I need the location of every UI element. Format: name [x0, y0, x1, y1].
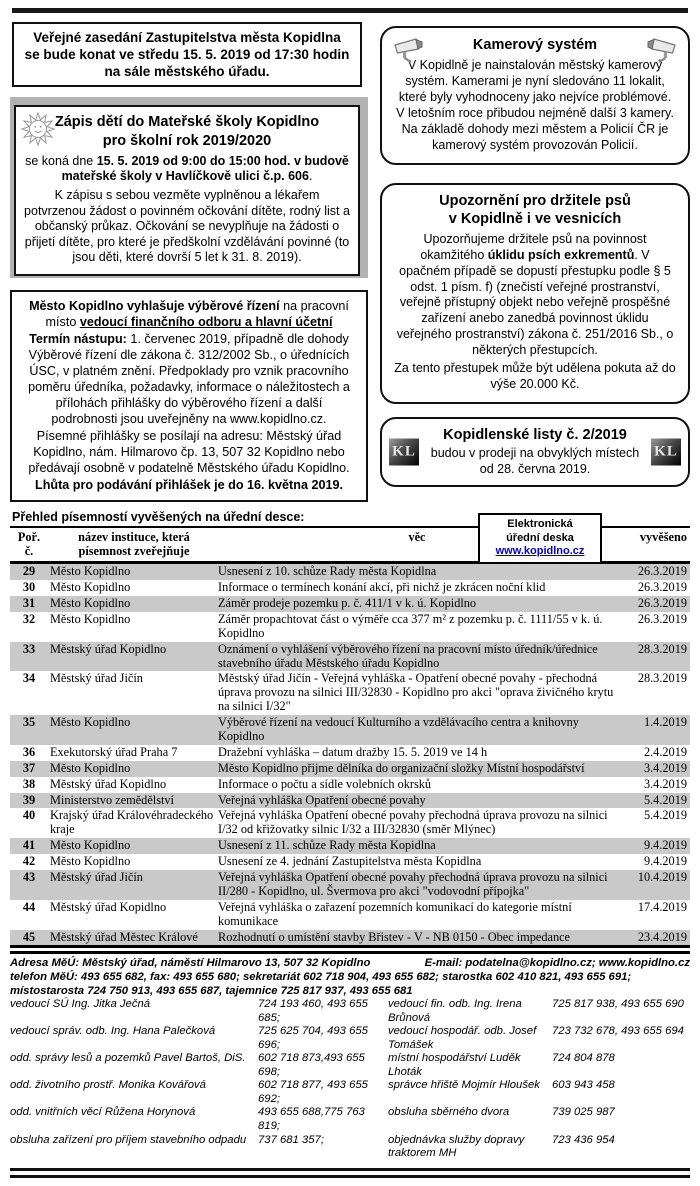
footer-contact-cell: 737 681 357; — [258, 1133, 324, 1146]
row-number: 33 — [22, 641, 36, 656]
footer-contact-cell: obsluha zařízení pro příjem stavebního odpadu — [10, 1133, 247, 1146]
footer-contact-cell: vedoucí správ. odb. Ing. Hana Palečková — [10, 1025, 216, 1038]
footer-contact-cell: odd. správy lesů a pozemků Pavel Bartoš, DiS. — [10, 1052, 246, 1065]
row-number: 39 — [22, 792, 36, 807]
column-header-number — [10, 530, 48, 558]
footer-contact-cell: správce hřiště Mojmír Hloušek — [388, 1079, 540, 1092]
newsletter-sale-title: Kopidlenské listy č. 2/2019 — [443, 426, 627, 443]
footer-divider — [10, 951, 690, 954]
job-vacancy-paragraph-3: Písemné přihlášky se posílají na adresu: Městský úřad Kopidlno, nám. Hilmarovo čp. 13, 507 32 Kopidlno nebo předávají osobně v podatelně Městského úřadu Kopidlno. — [28, 428, 350, 475]
cctv-camera-icon — [392, 36, 426, 68]
row-institution: Exekutorský úřad Praha 7 — [50, 744, 178, 759]
electronic-board-line2: úřední deska — [506, 531, 574, 544]
footer-address: Adresa MěÚ: Městský úřad, náměstí Hilmarovo 13, 507 32 Kopidlno — [10, 957, 371, 970]
row-number: 43 — [22, 869, 36, 884]
content-columns — [10, 22, 690, 502]
bottom-divider-line2 — [10, 1175, 690, 1178]
table-row — [10, 870, 690, 900]
row-institution: Městský úřad Kopidlno — [50, 776, 167, 791]
cctv-camera-icon — [644, 36, 678, 68]
row-date: 9.4.2019 — [643, 838, 687, 853]
table-row — [10, 808, 690, 838]
row-subject: Dražební vyhláška – datum dražby 15. 5. 2019 ve 14 h — [218, 744, 488, 759]
electronic-board-line1: Elektronická — [507, 517, 573, 530]
row-date: 26.3.2019 — [637, 595, 687, 610]
row-number: 34 — [22, 671, 36, 686]
job-vacancy-box — [10, 290, 368, 502]
row-date: 26.3.2019 — [637, 611, 687, 626]
row-institution: Městský úřad Městec Králové — [50, 929, 198, 944]
row-number: 40 — [22, 808, 36, 823]
row-institution: Městský úřad Jičín — [50, 671, 143, 686]
row-number: 32 — [22, 611, 36, 626]
dog-owners-paragraph-2: Za tento přestupek může být udělena pokuta až do výše 20.000 Kč. — [394, 360, 676, 391]
footer-contact-cell: 739 025 987 — [552, 1106, 615, 1119]
meeting-notice-text: Veřejné zasedání Zastupitelstva města Kopidlna se bude konat ve středu 15. 5. 2019 od 17:30 hodin na sále městského úřadu. — [24, 30, 350, 79]
row-institution: Město Kopidlno — [50, 838, 131, 853]
row-date: 9.4.2019 — [643, 854, 687, 869]
row-date: 3.4.2019 — [643, 760, 687, 775]
footer-contact-cell: odd. vnitřních věcí Růžena Horynová — [10, 1106, 196, 1119]
row-number: 44 — [22, 899, 36, 914]
row-date: 28.3.2019 — [637, 671, 687, 686]
row-institution: Město Kopidlno — [50, 564, 131, 579]
kl-logo-icon: KL — [651, 438, 681, 465]
dog-owners-box — [380, 183, 690, 404]
row-number: 42 — [22, 854, 36, 869]
footer-contact-cell: 723 732 678, 493 655 694 — [552, 1025, 684, 1038]
notice-board-section — [10, 510, 690, 949]
row-institution: Město Kopidlno — [50, 611, 131, 626]
column-header-institution-line1: název instituce, která — [78, 529, 190, 544]
job-vacancy-paragraph-1: Město Kopidlno vyhlašuje výběrové řízení na pracovní místo vedoucí finančního odboru a hlavní účetní — [29, 299, 349, 330]
row-subject: Informace o počtu a sídle volebních okrsků — [218, 776, 432, 791]
camera-system-box — [380, 26, 690, 165]
row-number: 41 — [22, 838, 36, 853]
dog-owners-title-line2: v Kopidlně i ve vesnicích — [448, 210, 622, 227]
table-row — [10, 745, 690, 761]
row-number: 36 — [22, 744, 36, 759]
footer-contact-cell: 725 817 938, 493 655 690 — [552, 998, 684, 1011]
table-row — [10, 777, 690, 793]
kindergarten-box-shadow — [10, 97, 368, 278]
footer-contact-cell: 723 436 954 — [552, 1133, 615, 1146]
row-date: 23.4.2019 — [637, 929, 687, 944]
footer-contact-cell: 724 193 460, 493 655 685; — [258, 998, 368, 1024]
bottom-divider — [10, 1168, 690, 1178]
row-subject: Městský úřad Jičín - Veřejná vyhláška - Opatření obecné povahy - přechodná úprava provozu na silnici III/32830 - Kopidlno pro akci "oprava živičného krytu na silnici I/32" — [218, 671, 614, 714]
footer-contact-cell: odd. životního prostř. Monika Kovářová — [10, 1079, 206, 1092]
row-date: 17.4.2019 — [637, 899, 687, 914]
row-subject: Informace o termínech konání akcí, při nichž je zkrácen noční klid — [218, 580, 546, 595]
table-row — [10, 854, 690, 870]
kindergarten-enrollment-box — [14, 105, 360, 276]
row-number: 29 — [22, 564, 36, 579]
kindergarten-title — [50, 113, 324, 151]
row-date: 26.3.2019 — [637, 564, 687, 579]
newsletter-sale-text: budou v prodeji na obvyklých místech od 28. června 2019. — [430, 445, 640, 476]
footer-contact-row — [10, 998, 690, 1025]
row-subject: Město Kopidlno přijme dělníka do organizační složky Místní hospodářství — [218, 760, 585, 775]
row-date: 26.3.2019 — [637, 580, 687, 595]
bottom-divider-line1 — [10, 1168, 690, 1171]
kindergarten-paragraph-1: se koná dne 15. 5. 2019 od 9:00 do 15:00 hod. v budově mateřské školy v Havlíčkově ulici č.p. 606. — [25, 153, 349, 184]
top-divider — [12, 8, 688, 13]
table-row — [10, 612, 690, 642]
electronic-board-link[interactable]: www.kopidlno.cz — [495, 545, 585, 558]
table-row — [10, 642, 690, 672]
row-date: 1.4.2019 — [643, 715, 687, 730]
row-subject: Usnesení z 11. schůze Rady města Kopidlna — [218, 838, 436, 853]
job-vacancy-paragraph-2: Termín nástupu: 1. červenec 2019, případně dle dohody Výběrové řízení dle zákona č. 312/2002 Sb., o úřednících ÚSC, v platném znění. Předpoklady pro vznik pracovního poměru úředníka, požadavky, informace o náležitostech a přílohách přihlášky do výběrového řízení a další podrobnosti jsou uveřejněny na www.kopidlno.cz. — [28, 332, 350, 426]
row-subject: Záměr prodeje pozemku p. č. 411/1 v k. ú. Kopidlno — [218, 595, 477, 610]
notice-table-rows — [10, 564, 690, 945]
footer-contact-cell: objednávka služby dopravy traktorem MH — [388, 1133, 525, 1160]
table-row — [10, 596, 690, 612]
footer-contact-cell: 724 804 878 — [552, 1052, 615, 1065]
sun-icon — [21, 112, 55, 151]
row-number: 31 — [22, 595, 36, 610]
row-institution: Ministerstvo zemědělství — [50, 792, 174, 807]
row-institution: Město Kopidlno — [50, 715, 131, 730]
column-header-institution — [48, 530, 218, 558]
kindergarten-title-line1: Zápis dětí do Mateřské školy Kopidlno — [54, 114, 320, 130]
column-header-number-line1: Poř. — [17, 529, 41, 544]
table-row — [10, 671, 690, 715]
row-date: 3.4.2019 — [643, 776, 687, 791]
footer-contact-cell: 603 943 458 — [552, 1079, 615, 1092]
footer-contact-cell: 725 625 704, 493 655 696; — [258, 1025, 368, 1051]
newsletter-sale-box — [380, 417, 690, 487]
footer-contact-cell: obsluha sběrného dvora — [388, 1106, 510, 1119]
footer-phone-line1: telefon MěÚ: 493 655 682, fax: 493 655 680; sekretariát 602 718 904, 493 655 682; starostka 602 410 821, 493 655 691; — [10, 970, 632, 983]
row-date: 10.4.2019 — [637, 869, 687, 884]
row-number: 38 — [22, 776, 36, 791]
footer-contact-row — [10, 1025, 690, 1052]
row-date: 28.3.2019 — [637, 641, 687, 656]
dog-owners-title-line1: Upozornění pro držitele psů — [439, 192, 631, 209]
row-institution: Město Kopidlno — [50, 760, 131, 775]
footer-contact-row — [10, 1079, 690, 1106]
dog-owners-title — [394, 192, 676, 228]
kl-logo-icon: KL — [389, 438, 419, 465]
footer-contact-row — [10, 1052, 690, 1079]
camera-system-text: V Kopidlně je nainstalován městský kamerový systém. Kamerami je nyní sledováno 11 lokalit, které byly vyhodnoceny jako nejvíce problémové. V letošním roce přibudou nejméně další 3 kamery. Na základě dohody mezi městem a Policií ČR je kamerový systém provozován Policií. — [396, 58, 674, 152]
row-institution: Městský úřad Kopidlno — [50, 899, 167, 914]
footer-contact-cell: 493 655 688,775 763 819; — [258, 1106, 365, 1132]
table-row — [10, 793, 690, 809]
column-header-date: vyvěšeno — [639, 529, 687, 544]
meeting-notice-box — [12, 22, 362, 87]
footer-address-line — [10, 957, 690, 971]
row-subject: Veřejná vyhláška Opatření obecné povahy přechodná úprava provozu na silnici II/280 - Kopidlno, ul. Švermova pro akci "vodovodní přípojka" — [218, 869, 608, 898]
column-header-subject: věc — [408, 529, 426, 544]
row-date: 5.4.2019 — [643, 808, 687, 823]
table-row — [10, 761, 690, 777]
row-number: 30 — [22, 580, 36, 595]
electronic-board-box — [478, 513, 602, 564]
column-header-number-line2: č. — [24, 544, 34, 559]
footer-contacts — [10, 998, 690, 1161]
table-row — [10, 930, 690, 946]
row-institution: Město Kopidlno — [50, 595, 131, 610]
footer — [10, 957, 690, 1160]
row-institution: Městský úřad Kopidlno — [50, 641, 167, 656]
row-subject: Veřejná vyhláška o zařazení pozemních komunikací do kategorie místní komunikace — [218, 899, 572, 928]
footer-contact-row — [10, 1134, 690, 1161]
notice-table-heading: Přehled písemností vyvěšených na úřední desce: — [12, 509, 305, 524]
row-subject: Výběrové řízení na vedoucí Kulturního a vzdělávacího centra a knihovny Kopidlno — [218, 715, 579, 743]
footer-phone-line2: místostarosta 724 750 913, 493 655 687, tajemnice 725 817 937, 493 655 681 — [10, 984, 413, 997]
table-row — [10, 900, 690, 930]
notice-table — [10, 517, 690, 949]
row-institution: Krajský úřad Královéhradeckého kraje — [50, 808, 214, 837]
row-subject: Veřejná vyhláška Opatření obecné povahy přechodná úprava provozu na silnici I/32 od křižovatky silnic I/32 a III/32830 (směr Mlýnec) — [218, 808, 608, 837]
camera-system-title: Kamerový systém — [472, 37, 598, 53]
right-column — [380, 22, 690, 487]
job-vacancy-paragraph-4: Lhůta pro podávání přihlášek je do 16. května 2019. — [35, 477, 343, 492]
kindergarten-paragraph-2: K zápisu s sebou vezměte vyplněnou a lékařem potvrzenou žádost o povinném očkování dítěte, rodný list a občanský průkaz. Očkování se nevyplňuje na žádosti o přijetí dítěte, pro které je předškolní vzdělávání povinné (to jsou děti, které dovrší 5 let k 31. 8. 2019). — [24, 187, 350, 265]
row-number: 45 — [22, 929, 36, 944]
row-subject: Usnesení ze 4. jednání Zastupitelstva města Kopidlna — [218, 854, 482, 869]
row-subject: Záměr propachtovat část o výměře cca 377 m² z pozemku p. č. 1111/55 v k. ú. Kopidlno — [218, 611, 603, 640]
table-row — [10, 580, 690, 596]
row-subject: Usnesení z 10. schůze Rady města Kopidlna — [218, 564, 437, 579]
row-institution: Město Kopidlno — [50, 854, 131, 869]
table-row — [10, 564, 690, 580]
footer-contact-cell: vedoucí SÚ Ing. Jitka Ječná — [10, 998, 151, 1011]
column-header-institution-line2: písemnost zveřejňuje — [78, 544, 190, 559]
row-subject: Oznámení o vyhlášení výběrového řízení na pracovní místo úředník/úřednice stavebního úřadu Městského úřadu Kopidlno — [218, 641, 598, 670]
footer-contact-cell: 602 718 877, 493 655 692; — [258, 1079, 368, 1105]
footer-contact-cell: vedoucí hospodář. odb. Josef Tomášek — [388, 1025, 537, 1051]
row-institution: Městský úřad Jičín — [50, 869, 143, 884]
kindergarten-title-line2: pro školní rok 2019/2020 — [102, 132, 272, 149]
row-date: 2.4.2019 — [643, 744, 687, 759]
footer-contact-cell: 602 718 873,493 655 698; — [258, 1052, 365, 1078]
table-row — [10, 838, 690, 854]
table-row — [10, 715, 690, 745]
footer-contact-row — [10, 1106, 690, 1133]
row-date: 5.4.2019 — [643, 792, 687, 807]
dog-owners-paragraph-1: Upozorňujeme držitele psů na povinnost okamžitého úklidu psích exkrementů. V opačném případě se dopustí přestupku podle § 5 odst. 1 písm. f) (znečistí veřejné prostranství, veřejně přístupný objekt nebo veřejně prospěšné zařízení anebo zanedbá povinnost úklidu veřejného prostranství) zákona č. 251/2016 Sb., o některých přestupcích. — [396, 231, 674, 358]
row-number: 37 — [22, 760, 36, 775]
footer-email: E-mail: podatelna@kopidlno.cz; www.kopidlno.cz — [424, 957, 690, 970]
footer-contact-cell: vedoucí fin. odb. Ing. Irena Brůnová — [388, 998, 522, 1024]
left-column — [10, 22, 368, 502]
row-subject: Veřejná vyhláška Opatření obecné povahy — [218, 792, 426, 807]
footer-contact-cell: místní hospodářství Luděk Lhoták — [388, 1052, 521, 1078]
row-institution: Město Kopidlno — [50, 580, 131, 595]
row-subject: Rozhodnutí o umístění stavby Břistev - V - NB 0150 - Obec impedance — [218, 929, 571, 944]
row-number: 35 — [22, 715, 36, 730]
